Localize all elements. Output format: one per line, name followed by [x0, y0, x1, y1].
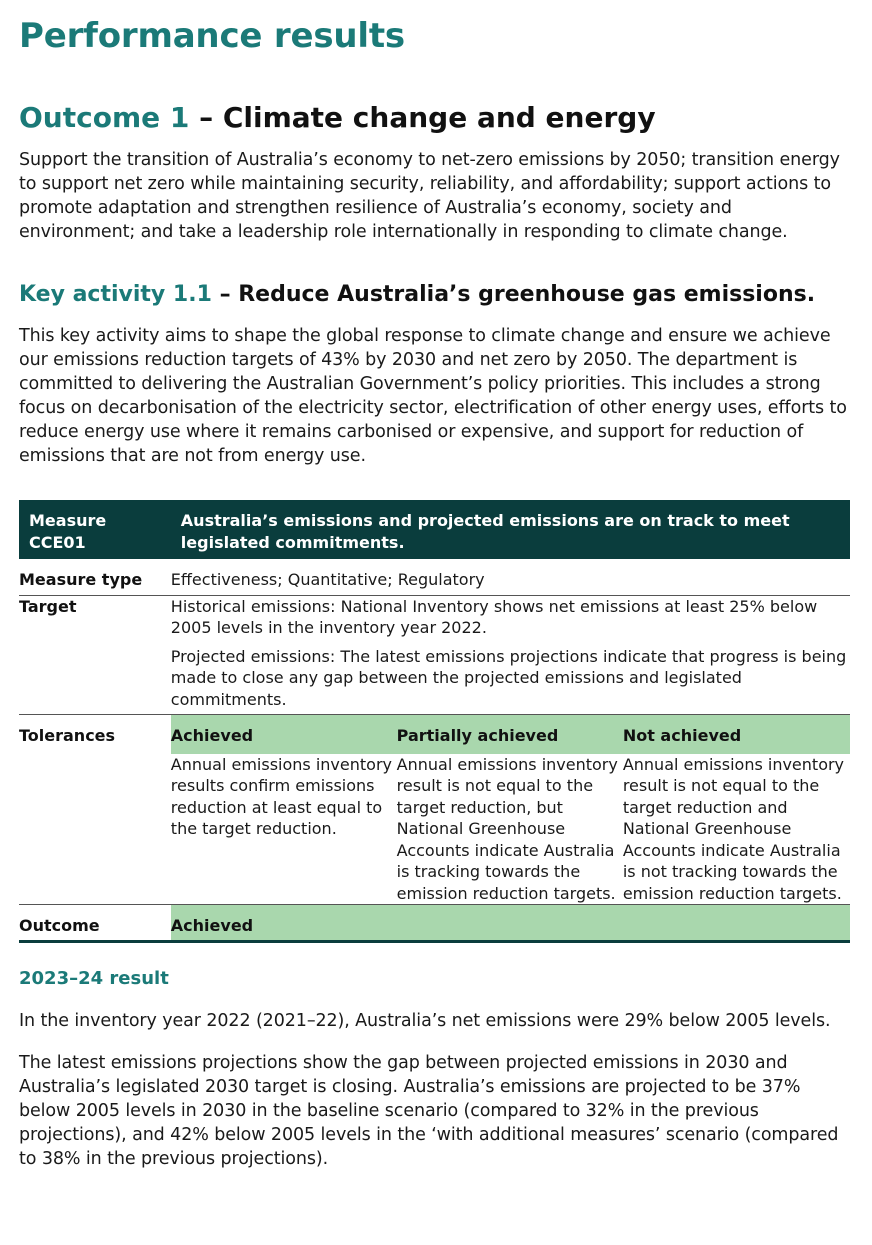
result-paragraph-1: In the inventory year 2022 (2021–22), Australia’s net emissions were 29% below 2005 levels. [19, 1010, 831, 1031]
outcome-label: Outcome 1 [19, 101, 190, 134]
tolerances-label: Tolerances [19, 726, 116, 745]
measure-title: Australia’s emissions and projected emissions are on track to meet legislated commitments. [171, 500, 850, 559]
key-activity-heading [19, 280, 853, 310]
key-activity-label: Key activity 1.1 [19, 282, 212, 307]
tolerance-achieved-text: Annual emissions inventory results confirm emissions reduction at least equal to the target reduction. [171, 754, 397, 905]
measure-table [19, 500, 850, 943]
tolerance-not-achieved-text: Annual emissions inventory result is not equal to the target reduction and National Greenhouse Accounts indicate Australia is not tracking towards the emission reduction targets. [623, 754, 850, 905]
outcome-separator: – [189, 101, 223, 134]
key-activity-description: This key activity aims to shape the global response to climate change and ensure we achieve our emissions reduction targets of 43% by 2030 and net zero by 2050. The department is committed to delivering the Australian Government’s policy priorities. This includes a strong focus on decarbonisation of the electricity sector, electrification of other energy uses, efforts to reduce energy use where it remains carbonised or expensive, and support for reduction of emissions that are not from energy use. [19, 326, 847, 466]
outcome-description: Support the transition of Australia’s economy to net-zero emissions by 2050; transition energy to support net zero while maintaining security, reliability, and affordability; support actions to promote adaptation and strengthen resilience of Australia’s economy, society and environment; and take a leadership role internationally in responding to climate change. [19, 150, 840, 242]
outcome-heading [19, 100, 853, 136]
target-projected: Projected emissions: The latest emissions projections indicate that progress is being made to close any gap between the projected emissions and legislated commitments. [170, 646, 847, 709]
tolerances-text-row [19, 754, 850, 905]
tolerances-heading-row [19, 715, 850, 754]
key-activity-separator: – [211, 282, 239, 307]
tolerance-partial-heading: Partially achieved [397, 715, 623, 754]
outcome-title: Climate change and energy [222, 101, 656, 134]
tolerance-achieved-heading: Achieved [171, 715, 397, 754]
outcome-value: Achieved [171, 905, 850, 942]
measure-type-label: Measure type [19, 559, 171, 595]
tolerance-partial-text: Annual emissions inventory result is not equal to the target reduction, but National Greenhouse Accounts indicate Australia is tracking towards the emission reduction targets. [397, 754, 623, 905]
measure-header-row [19, 500, 850, 559]
target-row [19, 595, 850, 715]
outcome-label-cell: Outcome [19, 905, 171, 942]
measure-type-row [19, 559, 850, 595]
measure-id: Measure CCE01 [19, 500, 171, 559]
page-title: Performance results [19, 16, 405, 56]
result-heading: 2023–24 result [19, 967, 169, 989]
measure-type-value: Effectiveness; Quantitative; Regulatory [171, 559, 850, 595]
target-label: Target [19, 595, 171, 715]
outcome-row [19, 905, 850, 942]
target-value [171, 595, 850, 715]
key-activity-title: Reduce Australia’s greenhouse gas emissions. [238, 282, 816, 307]
tolerance-not-achieved-heading: Not achieved [623, 715, 850, 754]
result-paragraph-2: The latest emissions projections show the gap between projected emissions in 2030 and Australia’s legislated 2030 target is closing. Australia’s emissions are projected to be 37% below 2005 levels in 2030 in the baseline scenario (compared to 32% in the previous projections), and 42% below 2005 levels in the ‘with additional measures’ scenario (compared to 38% in the previous projections). [19, 1052, 839, 1169]
target-historical: Historical emissions: National Inventory shows net emissions at least 25% below 2005 levels in the inventory year 2022. [170, 596, 818, 637]
